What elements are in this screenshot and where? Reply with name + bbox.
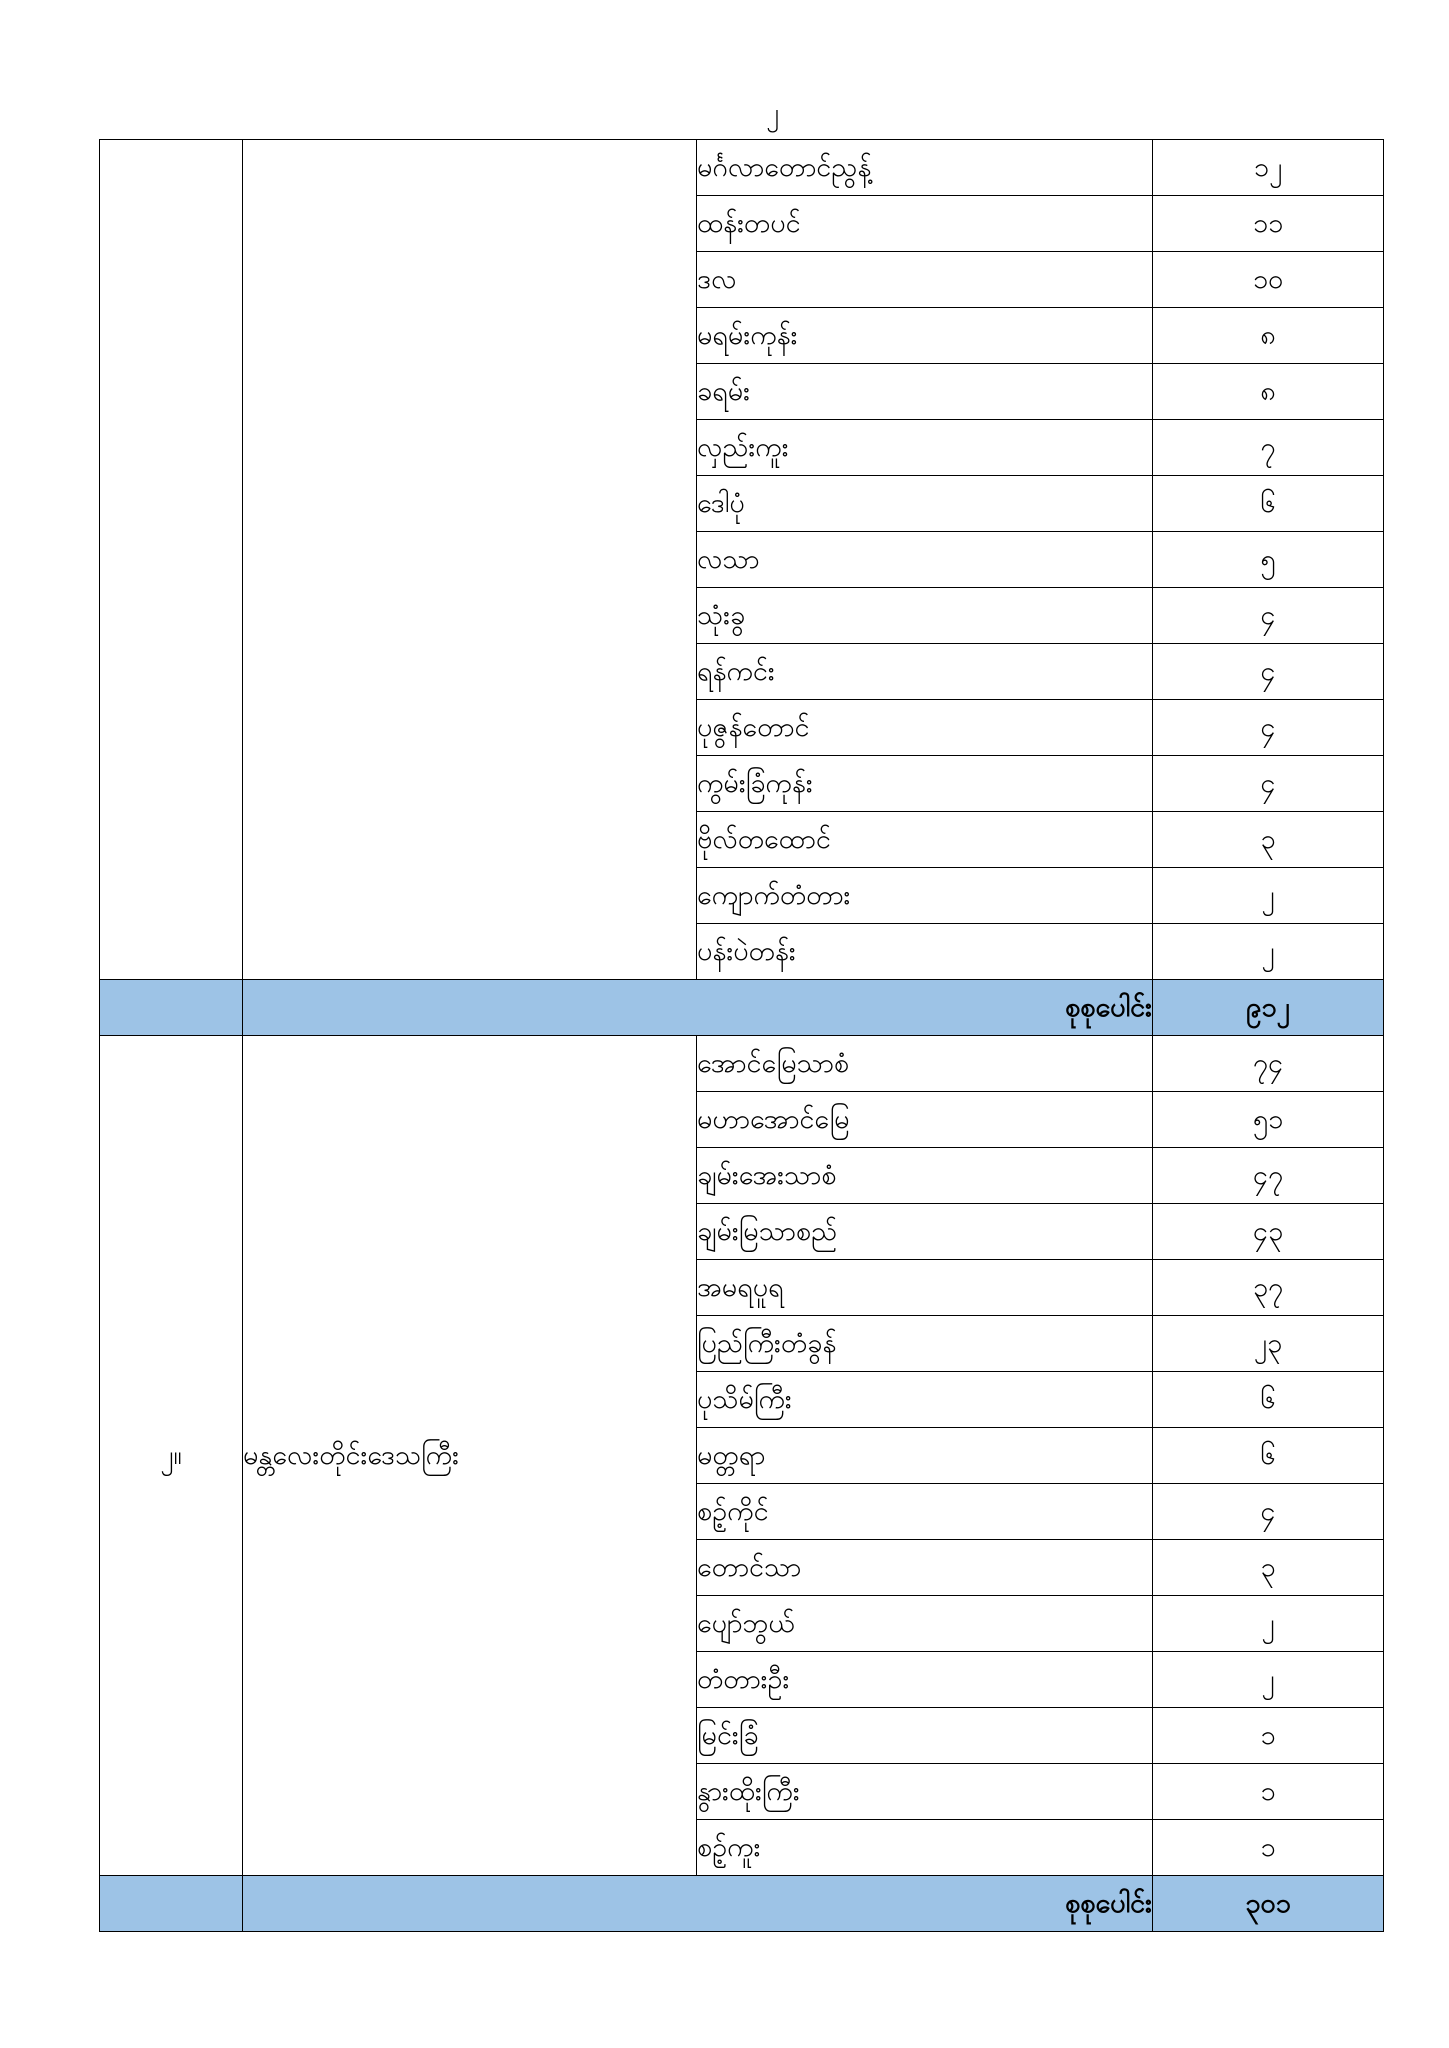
total-row bbox=[100, 980, 1384, 1036]
township-count: ၂ bbox=[1153, 1652, 1384, 1708]
township-count: ၄၇ bbox=[1153, 1148, 1384, 1204]
total-label: စုစုပေါင်း bbox=[243, 1876, 1153, 1932]
township-count: ၄ bbox=[1153, 756, 1384, 812]
total-empty-cell bbox=[100, 980, 243, 1036]
township-count: ၈ bbox=[1153, 364, 1384, 420]
township-name: ဒေါပုံ bbox=[697, 476, 1153, 532]
township-count: ၁၁ bbox=[1153, 196, 1384, 252]
township-name: ပုဇွန်တောင် bbox=[697, 700, 1153, 756]
table-row bbox=[100, 1036, 1384, 1092]
township-name: ချမ်းအေးသာစံ bbox=[697, 1148, 1153, 1204]
township-count: ၁၂ bbox=[1153, 140, 1384, 196]
township-name: ခရမ်း bbox=[697, 364, 1153, 420]
township-count: ၇၄ bbox=[1153, 1036, 1384, 1092]
township-name: အမရပူရ bbox=[697, 1260, 1153, 1316]
township-count: ၆ bbox=[1153, 1372, 1384, 1428]
township-count: ၂ bbox=[1153, 868, 1384, 924]
township-name: ပျော်ဘွယ် bbox=[697, 1596, 1153, 1652]
township-count: ၆ bbox=[1153, 476, 1384, 532]
total-row bbox=[100, 1876, 1384, 1932]
total-label: စုစုပေါင်း bbox=[243, 980, 1153, 1036]
township-name: မရမ်းကုန်း bbox=[697, 308, 1153, 364]
township-name: တောင်သာ bbox=[697, 1540, 1153, 1596]
township-name: ဒလ bbox=[697, 252, 1153, 308]
township-count: ၇ bbox=[1153, 420, 1384, 476]
township-name: တံတားဦး bbox=[697, 1652, 1153, 1708]
township-count: ၂ bbox=[1153, 1596, 1384, 1652]
data-table bbox=[99, 139, 1384, 1932]
page-number: ၂ bbox=[766, 98, 779, 128]
region-name bbox=[243, 140, 697, 980]
township-name: အောင်မြေသာစံ bbox=[697, 1036, 1153, 1092]
township-count: ၅၁ bbox=[1153, 1092, 1384, 1148]
township-name: လှည်းကူး bbox=[697, 420, 1153, 476]
township-name: နွားထိုးကြီး bbox=[697, 1764, 1153, 1820]
township-count: ၄ bbox=[1153, 1484, 1384, 1540]
township-name: စဉ့်ကူး bbox=[697, 1820, 1153, 1876]
township-name: မတ္တရာ bbox=[697, 1428, 1153, 1484]
township-count: ၄ bbox=[1153, 588, 1384, 644]
township-count: ၂ bbox=[1153, 924, 1384, 980]
township-count: ၃ bbox=[1153, 1540, 1384, 1596]
township-count: ၂၃ bbox=[1153, 1316, 1384, 1372]
total-value: ၉၁၂ bbox=[1153, 980, 1384, 1036]
township-name: ချမ်းမြသာစည် bbox=[697, 1204, 1153, 1260]
township-count: ၄ bbox=[1153, 700, 1384, 756]
township-name: ကျောက်တံတား bbox=[697, 868, 1153, 924]
township-count: ၅ bbox=[1153, 532, 1384, 588]
section-index: ၂။ bbox=[100, 1036, 243, 1876]
township-name: လသာ bbox=[697, 532, 1153, 588]
township-name: ပုသိမ်ကြီး bbox=[697, 1372, 1153, 1428]
township-name: ကွမ်းခြံကုန်း bbox=[697, 756, 1153, 812]
township-count: ၆ bbox=[1153, 1428, 1384, 1484]
township-name: ထန်းတပင် bbox=[697, 196, 1153, 252]
section-index bbox=[100, 140, 243, 980]
township-count: ၁၀ bbox=[1153, 252, 1384, 308]
township-name: ပြည်ကြီးတံခွန် bbox=[697, 1316, 1153, 1372]
township-count: ၁ bbox=[1153, 1820, 1384, 1876]
township-count: ၁ bbox=[1153, 1708, 1384, 1764]
township-name: စဉ့်ကိုင် bbox=[697, 1484, 1153, 1540]
table-row bbox=[100, 140, 1384, 196]
township-count: ၃ bbox=[1153, 812, 1384, 868]
township-count: ၄၃ bbox=[1153, 1204, 1384, 1260]
township-count: ၃၇ bbox=[1153, 1260, 1384, 1316]
township-count: ၁ bbox=[1153, 1764, 1384, 1820]
total-empty-cell bbox=[100, 1876, 243, 1932]
township-name: မင်္ဂလာတောင်ညွန့် bbox=[697, 140, 1153, 196]
township-name: ပန်းပဲတန်း bbox=[697, 924, 1153, 980]
township-name: ရန်ကင်း bbox=[697, 644, 1153, 700]
township-name: သုံးခွ bbox=[697, 588, 1153, 644]
township-count: ၈ bbox=[1153, 308, 1384, 364]
township-name: မဟာအောင်မြေ bbox=[697, 1092, 1153, 1148]
total-value: ၃၀၁ bbox=[1153, 1876, 1384, 1932]
township-name: မြင်းခြံ bbox=[697, 1708, 1153, 1764]
township-name: ဗိုလ်တထောင် bbox=[697, 812, 1153, 868]
region-name: မန္တလေးတိုင်းဒေသကြီး bbox=[243, 1036, 697, 1876]
township-count: ၄ bbox=[1153, 644, 1384, 700]
